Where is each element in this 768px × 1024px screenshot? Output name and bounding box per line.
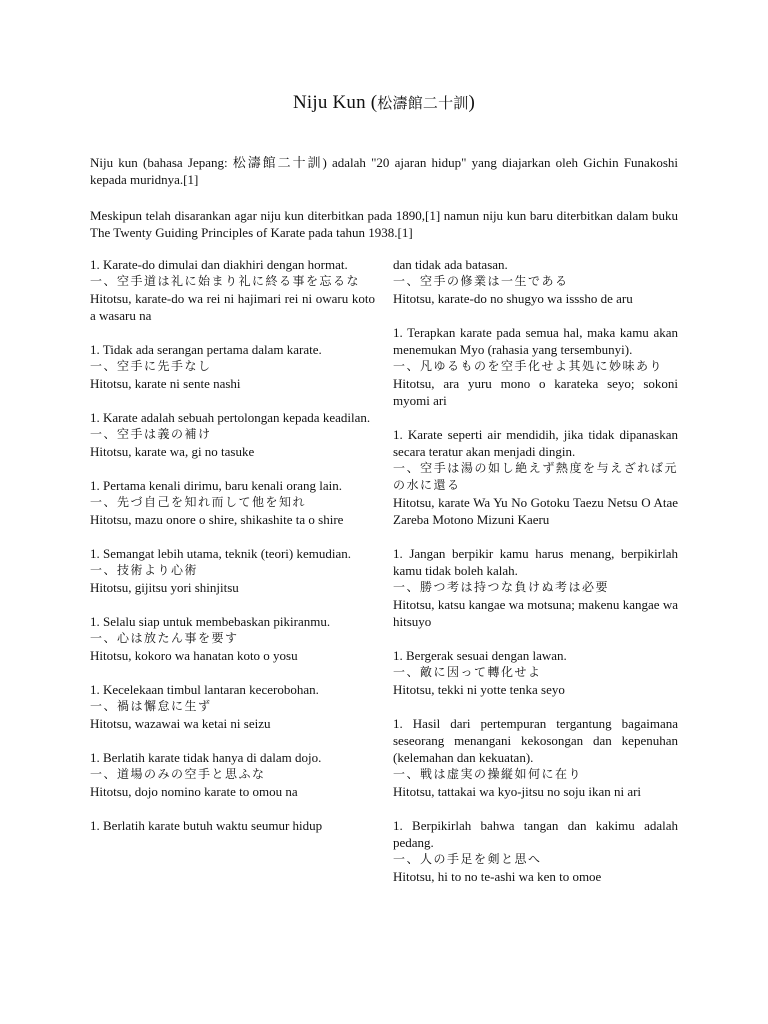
principle-japanese: 一、空手の修業は一生である (393, 274, 569, 288)
principle-entry (90, 341, 375, 392)
principle-japanese: 一、凡ゆるものを空手化せよ其処に妙味あり (393, 359, 664, 373)
principle-indonesian: 1. Tidak ada serangan pertama dalam karate. (90, 342, 322, 357)
principle-entry (393, 545, 678, 630)
principle-japanese: 一、空手に先手なし (90, 359, 212, 373)
intro-paragraph-2: Meskipun telah disarankan agar niju kun diterbitkan pada 1890,[1] namun niju kun baru diterbitkan dalam buku The Twenty Guiding Principles of Karate pada tahun 1938.[1] (90, 208, 678, 240)
principle-romaji: Hitotsu, mazu onore o shire, shikashite ta o shire (90, 512, 344, 527)
principle-romaji: Hitotsu, karate-do no shugyo wa isssho de aru (393, 291, 633, 306)
principle-romaji: Hitotsu, wazawai wa ketai ni seizu (90, 716, 271, 731)
title-close: ) (468, 92, 476, 113)
principle-romaji: Hitotsu, dojo nomino karate to omou na (90, 784, 298, 799)
principle-japanese: 一、空手は義の補け (90, 427, 212, 441)
principle-entry (90, 477, 375, 528)
page-title (0, 92, 768, 114)
principle-entry (393, 715, 678, 800)
principle-indonesian: dan tidak ada batasan. (393, 257, 508, 272)
principle-indonesian: 1. Berlatih karate butuh waktu seumur hidup (90, 818, 323, 833)
principle-romaji: Hitotsu, gijitsu yori shinjitsu (90, 580, 239, 595)
principle-entry-continued (393, 256, 678, 307)
principle-japanese: 一、先づ自己を知れ而して他を知れ (90, 495, 307, 509)
principle-indonesian: 1. Berpikirlah bahwa tangan dan kakimu adalah pedang. (393, 818, 678, 850)
principle-indonesian: 1. Berlatih karate tidak hanya di dalam dojo. (90, 750, 322, 765)
principle-indonesian: 1. Terapkan karate pada semua hal, maka kamu akan menemukan Myo (rahasia yang tersembunyi). (393, 325, 678, 357)
principle-indonesian: 1. Hasil dari pertempuran tergantung bagaimana seseorang menangani kekosongan dan kepenuhan (kelemahan dan kekuatan). (393, 716, 678, 765)
principle-japanese: 一、道場のみの空手と思ふな (90, 767, 266, 781)
title-main: Niju Kun ( (292, 92, 378, 113)
principle-romaji: Hitotsu, kokoro wa hanatan koto o yosu (90, 648, 298, 663)
right-column (393, 256, 678, 902)
principle-entry (90, 681, 375, 732)
principle-romaji: Hitotsu, tekki ni yotte tenka seyo (393, 682, 565, 697)
principle-indonesian: 1. Semangat lebih utama, teknik (teori) kemudian. (90, 546, 352, 561)
principle-indonesian: 1. Bergerak sesuai dengan lawan. (393, 648, 567, 663)
principle-indonesian: 1. Selalu siap untuk membebaskan pikiranmu. (90, 614, 331, 629)
principle-japanese: 一、敵に因って轉化せよ (393, 665, 542, 679)
principle-indonesian: 1. Jangan berpikir kamu harus menang, berpikirlah kamu tidak boleh kalah. (393, 546, 678, 578)
principle-entry (90, 545, 375, 596)
principle-japanese: 一、禍は懈怠に生ず (90, 699, 212, 713)
principle-japanese: 一、技術より心術 (90, 563, 199, 577)
principle-entry (393, 817, 678, 885)
title-japanese: 松濤館二十訓 (377, 96, 469, 112)
principle-entry (90, 613, 375, 664)
principle-romaji: Hitotsu, karate Wa Yu No Gotoku Taezu Netsu O Atae Zareba Motono Mizuni Kaeru (393, 495, 678, 527)
principle-indonesian: 1. Karate seperti air mendidih, jika tidak dipanaskan secara teratur akan menjadi dingin. (393, 427, 678, 459)
principle-indonesian: 1. Karate-do dimulai dan diakhiri dengan hormat. (90, 257, 348, 272)
left-column (90, 256, 375, 851)
principle-japanese: 一、人の手足を剣と思へ (393, 852, 542, 866)
principle-romaji: Hitotsu, karate ni sente nashi (90, 376, 241, 391)
principle-japanese: 一、勝つ考は持つな負けぬ考は必要 (393, 580, 610, 594)
intro-paragraph-1: Niju kun (bahasa Jepang: 松濤館二十訓) adalah "20 ajaran hidup" yang diajarkan oleh Gichin Funakoshi kepada muridnya.[1] (90, 155, 678, 187)
principle-romaji: Hitotsu, hi to no te-ashi wa ken to omoe (393, 869, 602, 884)
principle-romaji: Hitotsu, karate-do wa rei ni hajimari rei ni owaru koto a wasaru na (90, 291, 375, 323)
principle-romaji: Hitotsu, ara yuru mono o karateka seyo; sokoni myomi ari (393, 376, 678, 408)
principle-entry (90, 256, 375, 324)
principle-japanese: 一、空手道は礼に始まり礼に終る事を忘るな (90, 274, 361, 288)
principle-entry (90, 817, 375, 834)
principle-indonesian: 1. Pertama kenali dirimu, baru kenali orang lain. (90, 478, 342, 493)
principle-entry (90, 409, 375, 460)
principle-entry (90, 749, 375, 800)
principle-romaji: Hitotsu, karate wa, gi no tasuke (90, 444, 255, 459)
principle-entry (393, 426, 678, 528)
principle-entry (393, 324, 678, 409)
principle-japanese: 一、心は放たん事を要す (90, 631, 239, 645)
principle-entry (393, 647, 678, 698)
principle-romaji: Hitotsu, tattakai wa kyo-jitsu no soju ikan ni ari (393, 784, 642, 799)
principle-indonesian: 1. Karate adalah sebuah pertolongan kepada keadilan. (90, 410, 371, 425)
principle-japanese: 一、戦は虚実の操縦如何に在り (393, 767, 583, 781)
principle-indonesian: 1. Kecelekaan timbul lantaran kecerobohan. (90, 682, 319, 697)
principle-romaji: Hitotsu, katsu kangae wa motsuna; makenu kangae wa hitsuyo (393, 597, 678, 629)
principle-japanese: 一、空手は湯の如し絶えず熱度を与えざれば元の水に還る (393, 461, 678, 492)
